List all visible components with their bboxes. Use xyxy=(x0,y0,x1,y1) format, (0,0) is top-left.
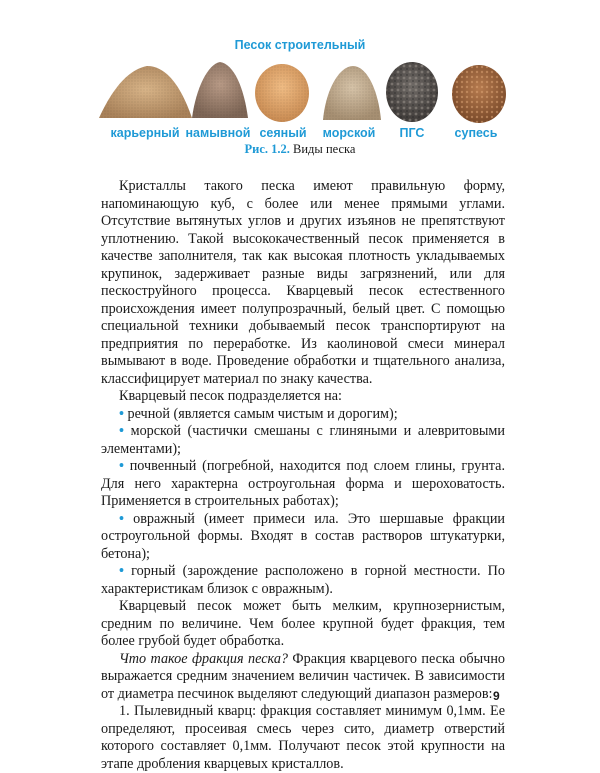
paragraph: Кристаллы такого песка имеют правильную форму, напоминающую куб, с более или менее прямыми углами. Отсутствие вытянутых углов и других изъянов не препятствуют уплотнению. Такой высококачественный песок применяется в качестве заполнителя, так как высокая плотность укладываемых крупинок, задерживает разные виды загрязнений, или для пескоструйного процесса. Кварцевый песок естественного происхождения имеет полупрозрачный, белый цвет. С помощью специальной техники добываемый песок транспортируют на предприятия по переработке. Из каолиновой смеси минерал вымывают в воде. Проведение обработки и тщательного анализа, классифицирует материал по знаку качества. xyxy=(101,178,505,387)
list-item: • речной (является самым чистым и дорогим); xyxy=(119,405,398,422)
label-sandy-loam: супесь xyxy=(454,126,498,140)
sand-gravel-mix-image xyxy=(384,58,440,126)
bullet-icon: • xyxy=(119,510,124,527)
label-sea: морской xyxy=(322,126,376,140)
page-number: 9 xyxy=(493,689,500,703)
list-item: • овражный (имеет примеси ила. Это шершавые фракции остроугольной формы. Входят в состав растворов штукатурки, бетона); xyxy=(101,510,506,562)
bullet-icon: • xyxy=(119,563,124,579)
label-sifted: сеяный xyxy=(259,126,307,140)
sand-sifted-image xyxy=(253,60,311,126)
list-item: • горный (зарождение расположено в горной местности. По характеристикам близок с овражным). xyxy=(101,563,506,597)
list-item: • морской (частички смешаны с глиняными и алевритовыми элементами); xyxy=(101,423,505,457)
paragraph: 1. Пылевидный кварц: фракция составляет минимум 0,1мм. Ее определяют, просеивая смесь через сито, диаметр отверстий которого составляет 0,1мм. Получают песок этой крупности на этапе дробления кварцевых кристаллов. xyxy=(101,703,505,772)
label-alluvial: намывной xyxy=(185,126,251,140)
caption-text: Виды песка xyxy=(293,142,356,156)
sand-alluvial-image xyxy=(190,54,250,126)
bullet-icon: • xyxy=(119,423,124,439)
italic-question: Что такое фракция песка? xyxy=(119,650,289,667)
bullet-icon: • xyxy=(119,458,124,474)
body-text xyxy=(101,178,505,773)
sand-sandy-loam-image xyxy=(450,60,508,126)
sand-sea-image xyxy=(320,58,384,126)
list-item: • почвенный (погребной, находится под слоем глины, грунта. Для него характерна остроугольная форма и шероховатость. Применяется в строительных работах); xyxy=(101,458,506,509)
caption-number: Рис. 1.2. xyxy=(244,142,290,156)
label-quarry: карьерный xyxy=(110,126,180,140)
paragraph: Что такое фракция песка? Фракция кварцевого песка обычно выражается средним значением величин частичек. В зависимости от диаметра песчинок выделяют следующий диапазон размеров: xyxy=(101,650,506,702)
figure-caption xyxy=(0,142,600,157)
label-gravel-mix: ПГС xyxy=(399,126,425,140)
paragraph: Кварцевый песок может быть мелким, крупнозернистым, средним по величине. Чем более крупной будет фракция, тем более грубой будет обработка. xyxy=(101,598,505,649)
figure-title: Песок строительный xyxy=(234,38,366,52)
sand-quarry-image xyxy=(95,56,195,126)
paragraph: Кварцевый песок подразделяется на: xyxy=(119,388,342,404)
bullet-icon: • xyxy=(119,405,124,422)
